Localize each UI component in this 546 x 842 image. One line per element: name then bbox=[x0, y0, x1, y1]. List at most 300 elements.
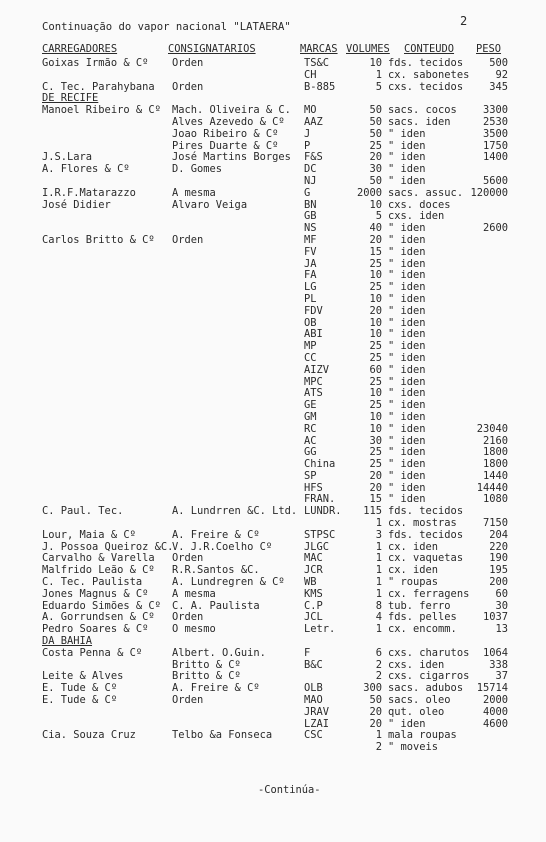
volume-count-cell: 40 bbox=[369, 222, 382, 235]
contents-cell: " iden bbox=[388, 269, 426, 282]
marks-cell: TS&C bbox=[304, 57, 330, 69]
volume-count-cell: 10 bbox=[369, 410, 382, 423]
marks-cell: JRAV bbox=[304, 705, 330, 718]
consignee-cell: A. Freire & Cº bbox=[172, 682, 260, 695]
volume-count-cell: 1 bbox=[375, 729, 382, 742]
marks-cell: MP bbox=[304, 340, 317, 353]
volume-count-cell: 25 bbox=[369, 375, 382, 388]
marks-cell: FA bbox=[304, 269, 317, 282]
consignee-cell: Britto & Cº bbox=[172, 658, 241, 671]
consignee-cell: A. Freire & Cº bbox=[172, 528, 260, 541]
volume-count-cell: 50 bbox=[369, 127, 382, 140]
weight-cell: 7150 bbox=[482, 517, 508, 530]
contents-cell: cx. iden bbox=[388, 564, 439, 577]
marks-cell: KMS bbox=[304, 587, 323, 600]
marks-cell: MF bbox=[304, 233, 317, 246]
weight-cell: 2530 bbox=[482, 115, 508, 128]
header-weight: PESO bbox=[476, 43, 502, 55]
shipper-cell: A. Gorrundsen & Cº bbox=[42, 611, 155, 624]
header-contents: CONTEUDO bbox=[404, 43, 455, 55]
contents-cell: " iden bbox=[388, 469, 426, 482]
manifest-row bbox=[0, 164, 546, 176]
shipper-cell: Manoel Ribeiro & Cº bbox=[42, 104, 161, 117]
shipper-cell: E. Tude & Cº bbox=[42, 682, 118, 695]
contents-cell: " iden bbox=[388, 399, 426, 412]
marks-cell: JA bbox=[304, 257, 317, 270]
manifest-row bbox=[0, 353, 546, 365]
consignee-cell: Joao Ribeiro & Cº bbox=[172, 127, 279, 140]
weight-cell: 1440 bbox=[482, 469, 508, 482]
weight-cell: 1064 bbox=[482, 646, 508, 659]
marks-cell: RC bbox=[304, 422, 317, 435]
weight-cell: 15714 bbox=[476, 682, 508, 695]
volume-count-cell: 5 bbox=[375, 210, 382, 223]
marks-cell: China bbox=[304, 458, 336, 471]
marks-cell: CSC bbox=[304, 729, 323, 742]
marks-cell: FDV bbox=[304, 304, 323, 317]
volume-count-cell: 25 bbox=[369, 458, 382, 471]
shipper-cell: Lour, Maia & Cº bbox=[42, 528, 136, 541]
weight-cell: 4600 bbox=[482, 717, 508, 730]
volume-count-cell: 20 bbox=[369, 705, 382, 718]
contents-cell: " iden bbox=[388, 434, 426, 447]
contents-cell: cx. sabonetes bbox=[388, 68, 470, 81]
contents-cell: cxs. tecidos bbox=[388, 80, 464, 93]
marks-cell: HFS bbox=[304, 481, 323, 494]
weight-cell: 23040 bbox=[476, 422, 508, 435]
contents-cell: " iden bbox=[388, 481, 426, 494]
manifest-row bbox=[0, 424, 546, 436]
shipper-cell: I.R.F.Matarazzo bbox=[42, 186, 136, 199]
volume-count-cell: 10 bbox=[369, 328, 382, 341]
consignee-cell: C. A. Paulista bbox=[172, 599, 260, 612]
marks-cell: SP bbox=[304, 469, 317, 482]
marks-cell: MAC bbox=[304, 552, 323, 565]
manifest-row bbox=[0, 436, 546, 448]
volume-count-cell: 10 bbox=[369, 57, 382, 69]
manifest-row bbox=[0, 259, 546, 271]
contents-cell: sacs. assuc. bbox=[388, 186, 464, 199]
section-title: DA BAHIA bbox=[42, 635, 93, 648]
manifest-row bbox=[0, 70, 546, 82]
volume-count-cell: 30 bbox=[369, 163, 382, 176]
manifest-row bbox=[0, 176, 546, 188]
marks-cell: DC bbox=[304, 163, 317, 176]
contents-cell: " iden bbox=[388, 351, 426, 364]
manifest-row bbox=[0, 459, 546, 471]
shipper-cell: A. Flores & Cº bbox=[42, 163, 130, 176]
volume-count-cell: 25 bbox=[369, 281, 382, 294]
weight-cell: 1037 bbox=[482, 611, 508, 624]
consignee-cell: Orden bbox=[172, 233, 204, 246]
consignee-cell: Orden bbox=[172, 694, 204, 707]
marks-cell: BN bbox=[304, 198, 317, 211]
manifest-row bbox=[0, 530, 546, 542]
weight-cell: 1750 bbox=[482, 139, 508, 152]
consignee-cell: A. Lundrren &C. Ltd. bbox=[172, 505, 298, 518]
weight-cell: 60 bbox=[495, 587, 508, 600]
manifest-row bbox=[0, 247, 546, 259]
consignee-cell: Albert. O.Guin. bbox=[172, 646, 266, 659]
manifest-row bbox=[0, 235, 546, 247]
contents-cell: " iden bbox=[388, 458, 426, 471]
marks-cell: JCR bbox=[304, 564, 323, 577]
consignee-cell: V. J.R.Coelho Cº bbox=[172, 540, 273, 553]
volume-count-cell: 15 bbox=[369, 245, 382, 258]
marks-cell: AAZ bbox=[304, 115, 323, 128]
contents-cell: cxs. iden bbox=[388, 658, 445, 671]
contents-cell: " iden bbox=[388, 363, 426, 376]
marks-cell: GE bbox=[304, 399, 317, 412]
contents-cell: tub. ferro bbox=[388, 599, 451, 612]
volume-count-cell: 1 bbox=[375, 576, 382, 589]
consignee-cell: Pires Duarte & Cº bbox=[172, 139, 279, 152]
contents-cell: sacs. adubos bbox=[388, 682, 464, 695]
consignee-cell: O mesmo bbox=[172, 623, 216, 636]
contents-cell: fds. tecidos bbox=[388, 505, 464, 518]
marks-cell: MAO bbox=[304, 694, 323, 707]
contents-cell: fds. tecidos bbox=[388, 528, 464, 541]
volume-count-cell: 20 bbox=[369, 151, 382, 164]
contents-cell: sacs. iden bbox=[388, 115, 451, 128]
marks-cell: GG bbox=[304, 446, 317, 459]
shipper-cell: J. Possoa Queiroz &C. bbox=[42, 540, 174, 553]
manifest-row bbox=[0, 447, 546, 459]
shipper-cell: Malfrido Leão & Cº bbox=[42, 564, 155, 577]
contents-cell: " iden bbox=[388, 245, 426, 258]
weight-cell: 195 bbox=[489, 564, 508, 577]
marks-cell: WB bbox=[304, 576, 317, 589]
volume-count-cell: 20 bbox=[369, 469, 382, 482]
contents-cell: " iden bbox=[388, 446, 426, 459]
manifest-row bbox=[0, 506, 546, 518]
consignee-cell: Orden bbox=[172, 57, 204, 69]
volume-count-cell: 2 bbox=[375, 658, 382, 671]
volume-count-cell: 25 bbox=[369, 351, 382, 364]
marks-cell: AC bbox=[304, 434, 317, 447]
weight-cell: 2160 bbox=[482, 434, 508, 447]
volume-count-cell: 10 bbox=[369, 198, 382, 211]
consignee-cell: A mesma bbox=[172, 186, 216, 199]
weight-cell: 220 bbox=[489, 540, 508, 553]
contents-cell: " iden bbox=[388, 304, 426, 317]
contents-cell: qut. oleo bbox=[388, 705, 445, 718]
contents-cell: cx. iden bbox=[388, 540, 439, 553]
weight-cell: 2000 bbox=[482, 694, 508, 707]
contents-cell: fds. pelles bbox=[388, 611, 457, 624]
section-title: DE RECIFE bbox=[42, 92, 99, 105]
marks-cell: NJ bbox=[304, 174, 317, 187]
marks-cell: ABI bbox=[304, 328, 323, 341]
volume-count-cell: 20 bbox=[369, 233, 382, 246]
contents-cell: " iden bbox=[388, 410, 426, 423]
marks-cell: OLB bbox=[304, 682, 323, 695]
manifest-row bbox=[0, 129, 546, 141]
shipper-cell: J.S.Lara bbox=[42, 151, 93, 164]
consignee-cell: Alves Azevedo & Cº bbox=[172, 115, 285, 128]
volume-count-cell: 30 bbox=[369, 434, 382, 447]
shipper-cell: Goixas Irmão & Cº bbox=[42, 57, 149, 69]
manifest-row bbox=[0, 306, 546, 318]
shipper-cell: Eduardo Simões & Cº bbox=[42, 599, 161, 612]
weight-cell: 500 bbox=[489, 57, 508, 69]
consignee-cell: A. Lundregren & Cº bbox=[172, 576, 285, 589]
volume-count-cell: 5 bbox=[375, 80, 382, 93]
volume-count-cell: 15 bbox=[369, 493, 382, 506]
consignee-cell: Orden bbox=[172, 552, 204, 565]
contents-cell: " iden bbox=[388, 233, 426, 246]
volume-count-cell: 1 bbox=[375, 552, 382, 565]
volume-count-cell: 1 bbox=[375, 623, 382, 636]
marks-cell: B&C bbox=[304, 658, 323, 671]
manifest-row bbox=[0, 188, 546, 200]
marks-cell: FV bbox=[304, 245, 317, 258]
marks-cell: Letr. bbox=[304, 623, 336, 636]
marks-cell: ATS bbox=[304, 387, 323, 400]
volume-count-cell: 1 bbox=[375, 68, 382, 81]
manifest-row bbox=[0, 412, 546, 424]
weight-cell: 92 bbox=[495, 68, 508, 81]
marks-cell: LG bbox=[304, 281, 317, 294]
manifest-row bbox=[0, 730, 546, 742]
page-number: 2 bbox=[460, 14, 468, 28]
volume-count-cell: 10 bbox=[369, 316, 382, 329]
manifest-row bbox=[0, 211, 546, 223]
contents-cell: " iden bbox=[388, 340, 426, 353]
volume-count-cell: 20 bbox=[369, 481, 382, 494]
manifest-row bbox=[0, 388, 546, 400]
volume-count-cell: 6 bbox=[375, 646, 382, 659]
contents-cell: " iden bbox=[388, 717, 426, 730]
header-marks: MARCAS bbox=[300, 43, 338, 55]
marks-cell: F bbox=[304, 646, 311, 659]
consignee-cell: Telbo &a Fonseca bbox=[172, 729, 273, 742]
header-shipper: CARREGADORES bbox=[42, 43, 118, 55]
marks-cell: F&S bbox=[304, 151, 323, 164]
consignee-cell: Orden bbox=[172, 80, 204, 93]
manifest-rows bbox=[0, 58, 546, 754]
contents-cell: cxs. cigarros bbox=[388, 670, 470, 683]
weight-cell: 345 bbox=[489, 80, 508, 93]
volume-count-cell: 1 bbox=[375, 587, 382, 600]
volume-count-cell: 20 bbox=[369, 304, 382, 317]
weight-cell: 1400 bbox=[482, 151, 508, 164]
manifest-row bbox=[0, 400, 546, 412]
marks-cell: CC bbox=[304, 351, 317, 364]
volume-count-cell: 50 bbox=[369, 694, 382, 707]
weight-cell: 120000 bbox=[470, 186, 508, 199]
consignee-cell: A mesma bbox=[172, 587, 216, 600]
weight-cell: 1800 bbox=[482, 446, 508, 459]
contents-cell: fds. tecidos bbox=[388, 57, 464, 69]
volume-count-cell: 10 bbox=[369, 387, 382, 400]
marks-cell: LZAI bbox=[304, 717, 330, 730]
consignee-cell: Alvaro Veiga bbox=[172, 198, 248, 211]
manifest-row bbox=[0, 742, 546, 754]
weight-cell: 13 bbox=[495, 623, 508, 636]
manifest-row bbox=[0, 707, 546, 719]
marks-cell: GB bbox=[304, 210, 317, 223]
manifest-row bbox=[0, 648, 546, 660]
manifest-row bbox=[0, 341, 546, 353]
weight-cell: 1800 bbox=[482, 458, 508, 471]
volume-count-cell: 300 bbox=[363, 682, 382, 695]
weight-cell: 5600 bbox=[482, 174, 508, 187]
contents-cell: cxs. iden bbox=[388, 210, 445, 223]
marks-cell: J bbox=[304, 127, 311, 140]
marks-cell: MPC bbox=[304, 375, 323, 388]
manifest-row bbox=[0, 282, 546, 294]
contents-cell: " iden bbox=[388, 328, 426, 341]
marks-cell: G bbox=[304, 186, 311, 199]
shipper-cell: C. Tec. Paulista bbox=[42, 576, 143, 589]
consignee-cell: R.R.Santos &C. bbox=[172, 564, 260, 577]
manifest-row bbox=[0, 200, 546, 212]
volume-count-cell: 8 bbox=[375, 599, 382, 612]
volume-count-cell: 10 bbox=[369, 269, 382, 282]
weight-cell: 2600 bbox=[482, 222, 508, 235]
weight-cell: 37 bbox=[495, 670, 508, 683]
shipper-cell: Carlos Britto & Cº bbox=[42, 233, 155, 246]
contents-cell: " iden bbox=[388, 127, 426, 140]
volume-count-cell: 10 bbox=[369, 422, 382, 435]
marks-cell: FRAN. bbox=[304, 493, 336, 506]
manifest-row bbox=[0, 471, 546, 483]
volume-count-cell: 4 bbox=[375, 611, 382, 624]
consignee-cell: Britto & Cº bbox=[172, 670, 241, 683]
shipper-cell: Costa Penna & Cº bbox=[42, 646, 143, 659]
weight-cell: 1080 bbox=[482, 493, 508, 506]
contents-cell: " iden bbox=[388, 139, 426, 152]
marks-cell: JCL bbox=[304, 611, 323, 624]
marks-cell: NS bbox=[304, 222, 317, 235]
shipper-cell: Cia. Souza Cruz bbox=[42, 729, 136, 742]
consignee-cell: José Martins Borges bbox=[172, 151, 291, 164]
volume-count-cell: 2000 bbox=[356, 186, 382, 199]
contents-cell: " iden bbox=[388, 292, 426, 305]
continuation-note: -Continúa- bbox=[258, 784, 321, 796]
volume-count-cell: 115 bbox=[363, 505, 382, 518]
volume-count-cell: 50 bbox=[369, 115, 382, 128]
manifest-row bbox=[0, 318, 546, 330]
volume-count-cell: 50 bbox=[369, 104, 382, 117]
contents-cell: mala roupas bbox=[388, 729, 457, 742]
contents-cell: " iden bbox=[388, 422, 426, 435]
contents-cell: " iden bbox=[388, 257, 426, 270]
contents-cell: " iden bbox=[388, 387, 426, 400]
contents-cell: cxs. doces bbox=[388, 198, 451, 211]
marks-cell: JLGC bbox=[304, 540, 330, 553]
marks-cell: P bbox=[304, 139, 311, 152]
weight-cell: 338 bbox=[489, 658, 508, 671]
contents-cell: " iden bbox=[388, 375, 426, 388]
contents-cell: cx. vaquetas bbox=[388, 552, 464, 565]
shipper-cell: Leite & Alves bbox=[42, 670, 124, 683]
contents-cell: " iden bbox=[388, 174, 426, 187]
volume-count-cell: 25 bbox=[369, 139, 382, 152]
marks-cell: AIZV bbox=[304, 363, 330, 376]
shipper-cell: Pedro Soares & Cº bbox=[42, 623, 149, 636]
consignee-cell: Orden bbox=[172, 611, 204, 624]
manifest-row bbox=[0, 329, 546, 341]
contents-cell: sacs. cocos bbox=[388, 104, 457, 117]
weight-cell: 3300 bbox=[482, 104, 508, 117]
marks-cell: CH bbox=[304, 68, 317, 81]
volume-count-cell: 1 bbox=[375, 540, 382, 553]
contents-cell: " iden bbox=[388, 316, 426, 329]
contents-cell: cx. encomm. bbox=[388, 623, 457, 636]
consignee-cell: Mach. Oliveira & C. bbox=[172, 104, 291, 117]
weight-cell: 4000 bbox=[482, 705, 508, 718]
weight-cell: 14440 bbox=[476, 481, 508, 494]
marks-cell: B-885 bbox=[304, 80, 336, 93]
contents-cell: " iden bbox=[388, 493, 426, 506]
shipper-cell: C. Tec. Parahybana bbox=[42, 80, 155, 93]
contents-cell: " roupas bbox=[388, 576, 439, 589]
volume-count-cell: 2 bbox=[375, 670, 382, 683]
manifest-row bbox=[0, 294, 546, 306]
shipper-cell: Jones Magnus & Cº bbox=[42, 587, 149, 600]
volume-count-cell: 25 bbox=[369, 257, 382, 270]
manifest-row bbox=[0, 270, 546, 282]
manifest-row bbox=[0, 483, 546, 495]
contents-cell: " iden bbox=[388, 222, 426, 235]
contents-cell: cxs. charutos bbox=[388, 646, 470, 659]
shipper-cell: José Didier bbox=[42, 198, 111, 211]
volume-count-cell: 25 bbox=[369, 340, 382, 353]
manifest-row bbox=[0, 117, 546, 129]
contents-cell: cx. ferragens bbox=[388, 587, 470, 600]
volume-count-cell: 2 bbox=[375, 741, 382, 754]
manifest-row bbox=[0, 377, 546, 389]
shipper-cell: C. Paul. Tec. bbox=[42, 505, 124, 518]
page-title: Continuação do vapor nacional "LATAERA" bbox=[42, 21, 291, 33]
manifest-row bbox=[0, 589, 546, 601]
volume-count-cell: 10 bbox=[369, 292, 382, 305]
consignee-cell: D. Gomes bbox=[172, 163, 223, 176]
weight-cell: 200 bbox=[489, 576, 508, 589]
manifest-row bbox=[0, 695, 546, 707]
shipper-cell: Carvalho & Varella bbox=[42, 552, 155, 565]
manifest-row bbox=[0, 365, 546, 377]
volume-count-cell: 20 bbox=[369, 717, 382, 730]
volume-count-cell: 25 bbox=[369, 399, 382, 412]
contents-cell: cx. mostras bbox=[388, 517, 457, 530]
weight-cell: 3500 bbox=[482, 127, 508, 140]
volume-count-cell: 25 bbox=[369, 446, 382, 459]
weight-cell: 190 bbox=[489, 552, 508, 565]
marks-cell: OB bbox=[304, 316, 317, 329]
volume-count-cell: 3 bbox=[375, 528, 382, 541]
contents-cell: " iden bbox=[388, 151, 426, 164]
volume-count-cell: 1 bbox=[375, 564, 382, 577]
contents-cell: " iden bbox=[388, 163, 426, 176]
marks-cell: C.P bbox=[304, 599, 323, 612]
volume-count-cell: 1 bbox=[375, 517, 382, 530]
contents-cell: sacs. oleo bbox=[388, 694, 451, 707]
marks-cell: GM bbox=[304, 410, 317, 423]
marks-cell: STPSC bbox=[304, 528, 336, 541]
header-consignee: CONSIGNATARIOS bbox=[168, 43, 256, 55]
marks-cell: PL bbox=[304, 292, 317, 305]
weight-cell: 204 bbox=[489, 528, 508, 541]
shipper-cell: E. Tude & Cº bbox=[42, 694, 118, 707]
contents-cell: " iden bbox=[388, 281, 426, 294]
marks-cell: LUNDR. bbox=[304, 505, 342, 518]
weight-cell: 30 bbox=[495, 599, 508, 612]
contents-cell: " moveis bbox=[388, 741, 439, 754]
volume-count-cell: 60 bbox=[369, 363, 382, 376]
